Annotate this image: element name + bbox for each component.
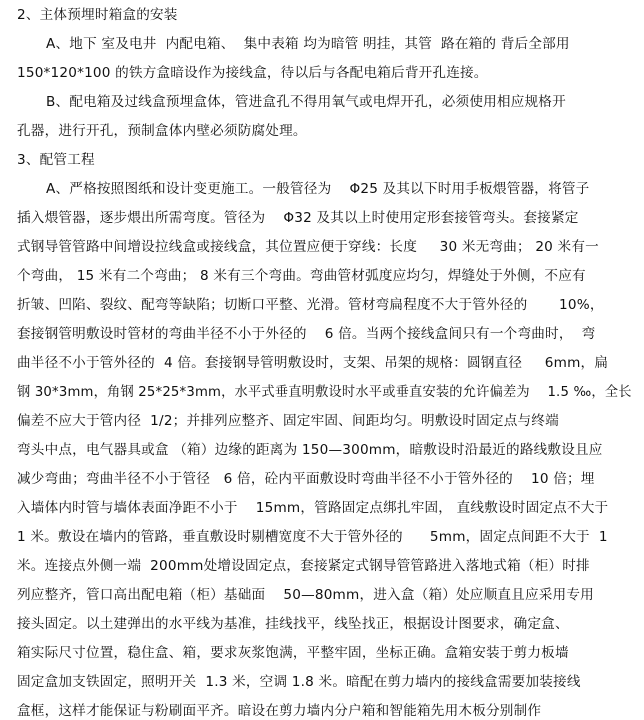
paragraph-line: 式钢导管管路中间增设拉线盒或接线盒，其位置应便于穿线：长度 30 米无弯曲； 20 米有一 bbox=[17, 239, 599, 255]
paragraph-line: 套接钢管明敷设时管材的弯曲半径不小于外径的 6 倍。当两个接线盒间只有一个弯曲时， 弯 bbox=[17, 326, 596, 342]
paragraph-line: 接头固定。以土建弹出的水平线为基准，挂线找平，线坠找正，根据设计图要求，确定盒、 bbox=[17, 616, 569, 632]
paragraph-line: 孔器，进行开孔，预制盒体内壁必须防腐处理。 bbox=[17, 123, 307, 139]
paragraph-line: A、严格按照图纸和设计变更施工。一般管径为 Φ25 及其以下时用手板煨管器，将管子 bbox=[46, 181, 590, 197]
paragraph-line: 入墙体内时管与墙体表面净距不小于 15mm，管路固定点绑扎牢固， 直线敷设时固定点不大于 bbox=[17, 500, 609, 516]
paragraph-line: 盒框，这样才能保证与粉刷面平齐。暗设在剪力墙内分户箱和智能箱先用木板分别制作 bbox=[17, 703, 542, 719]
paragraph-line: 插入煨管器，逐步煨出所需弯度。管径为 Φ32 及其以上时使用定形套接管弯头。套接紧定 bbox=[17, 210, 579, 226]
paragraph-line: 米。连接点外侧一端 200mm处增设固定点，套接紧定式钢导管管路进入落地式箱（柜）时排 bbox=[17, 558, 590, 574]
paragraph-line: 折皱、凹陷、裂纹、配弯等缺陷；切断口平整、光滑。管材弯扁程度不大于管外径的 10%， bbox=[17, 297, 604, 313]
paragraph-line: 偏差不应大于管内径 1/2；并排列应整齐、固定牢固、间距均匀。明敷设时固定点与终端 bbox=[17, 413, 559, 429]
paragraph-line: 个弯曲， 15 米有二个弯曲； 8 米有三个弯曲。弯曲管材弧度应均匀，焊缝处于外侧，不应有 bbox=[17, 268, 586, 284]
paragraph-line: 曲半径不小于管外径的 4 倍。套接钢导管明敷设时，支架、吊架的规格：圆钢直径 6mm，扁 bbox=[17, 355, 609, 371]
section-heading: 3、配管工程 bbox=[17, 152, 95, 168]
paragraph-line: 减少弯曲；弯曲半径不小于管径 6 倍，砼内平面敷设时弯曲半径不小于管外径的 10 倍；埋 bbox=[17, 471, 595, 487]
section-heading: 2、主体预埋时箱盒的安装 bbox=[17, 7, 178, 23]
paragraph-line: B、配电箱及过线盒预埋盒体，管进盒孔不得用氧气或电焊开孔，必须使用相应规格开 bbox=[46, 94, 566, 110]
paragraph-line: 弯头中点，电气器具或盒 （箱）边缘的距离为 150—300mm，暗敷设时沿最近的路线敷设且应 bbox=[17, 442, 603, 458]
paragraph-line: 箱实际尺寸位置，稳住盒、箱，要求灰浆饱满，平整牢固，坐标正确。盒箱安装于剪力板墙 bbox=[17, 645, 569, 661]
paragraph-line: A、地下 室及电井 内配电箱、 集中表箱 均为暗管 明挂，其管 路在箱的 背后全部用 bbox=[46, 36, 570, 52]
paragraph-line: 150*120*100 的铁方盒暗设作为接线盒，待以后与各配电箱后背开孔连接。 bbox=[17, 65, 488, 81]
paragraph-line: 1 米。敷设在墙内的管路，垂直敷设时剔槽宽度不大于管外径的 5mm，固定点间距不大于 1 bbox=[17, 529, 608, 545]
paragraph-line: 钢 30*3mm，角钢 25*25*3mm，水平式垂直明敷设时水平或垂直安装的允许偏差为 1.5 ‰，全长 bbox=[17, 384, 632, 400]
paragraph-line: 固定盒加支铁固定，照明开关 1.3 米，空调 1.8 米。暗配在剪力墙内的接线盒需要加装接线 bbox=[17, 674, 581, 690]
paragraph-line: 列应整齐，管口高出配电箱（柜）基础面 50—80mm，进入盒（箱）处应顺直且应采用专用 bbox=[17, 587, 594, 603]
